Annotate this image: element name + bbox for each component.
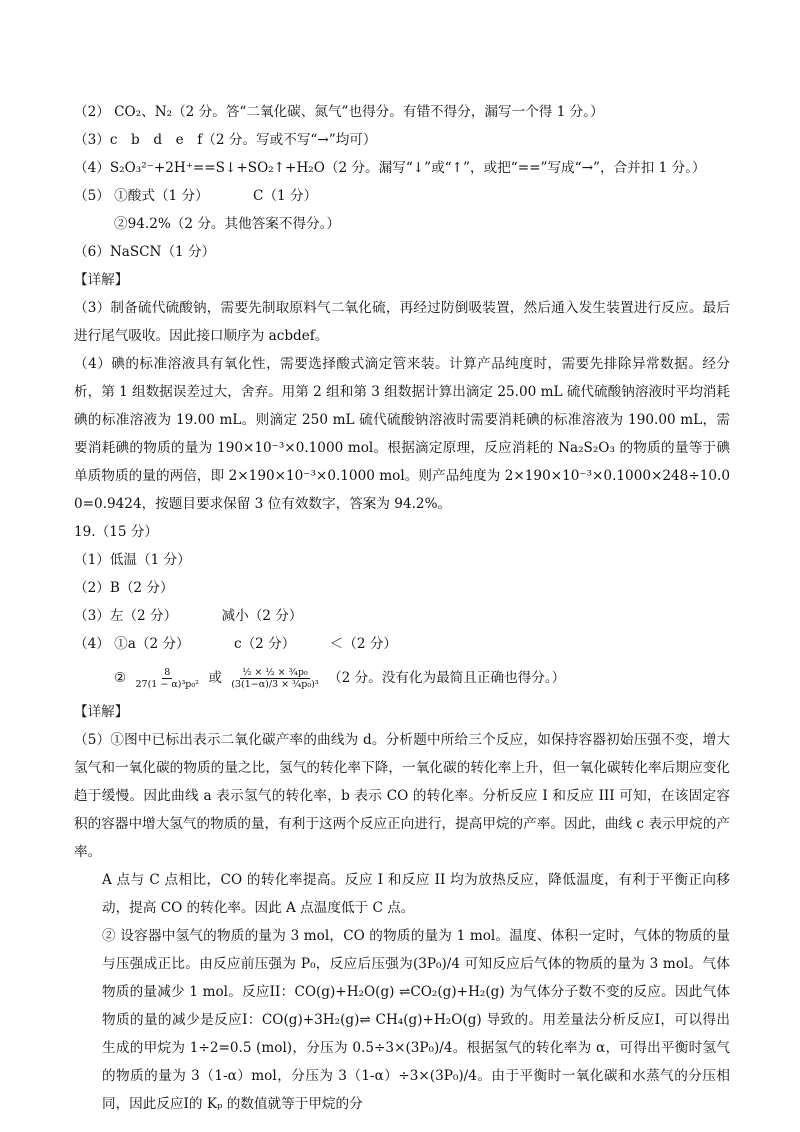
q19-answer-4-1b: c（2 分） <box>233 636 296 652</box>
q18-answer-5-2: ②94.2%（2 分。其他答案不得分。） <box>114 216 341 232</box>
q19-detail-5-2: ② 设容器中氢气的物质的量为 3 mol，CO 的物质的量为 1 mol。温度、体积一定时，气体的物质的量与压强成正比。由反应前压强为 P₀，反应后压强为(3P₀)/4 可知反应后气体的物质的量为 3 mol。气体物质的量减少 1 mol。反应II：CO(g)+H₂O(g) ⇌CO₂(g)+H₂(g) 为气体分子数不变的反应。因此气体物质的量的减少是反应I：CO(g)+3H₂(g)⇌ CH₄(g)+H₂O(g) 导致的。用差量法分析反应I，可以得出生成的甲烷为 1÷2=0.5 (mol)，分压为 0.5÷3×(3P₀)/4。根据氢气的转化率为 α，可得出平衡时氢气的物质的量为 3（1-α）mol，分压为 3（1-α）÷3×(3P₀)/4。由于平衡时一氧化碳和水蒸气的分压相同，因此反应I的 Kₚ 的数值就等于甲烷的分 <box>102 928 730 1112</box>
q18-answer-3: （3）c b d e f（2 分。写或不写“→”均可） <box>74 132 377 148</box>
detail-heading-2: 【详解】 <box>74 704 129 720</box>
q19-answer-1: （1）低温（1 分） <box>74 552 191 568</box>
detail-heading-1: 【详解】 <box>74 272 129 288</box>
q18-answer-4: （4）S₂O₃²⁻+2H⁺==S↓+SO₂↑+H₂O（2 分。漏写“↓”或“↑”，或把“==”写成“→”，合并扣 1 分。） <box>74 160 706 176</box>
q19-detail-5-1: （5）①图中已标出表示二氧化碳产率的曲线为 d。分析题中所给三个反应，如保持容器初始压强不变，增大氢气和一氧化碳的物质的量之比，氢气的转化率下降，一氧化碳的转化率上升，但一氧化碳转化率后期应变化趋于缓慢。因此曲线 a 表示氢气的转化率，b 表示 CO 的转化率。分析反应 I 和反应 III 可知，在该固定容积的容器中增大氢气的物质的量，有利于这两个反应正向进行，提高甲烷的产率。因此，曲线 c 表示甲烷的产率。 <box>74 732 730 860</box>
answer-page <box>74 98 730 1118</box>
q19-answer-4-1a: ①a（2 分） <box>114 636 190 652</box>
q19-answer-4-label: （4） <box>74 636 110 652</box>
q19-detail-a-vs-c: A 点与 C 点相比，CO 的转化率提高。反应 I 和反应 II 均为放热反应，降低温度，有利于平衡正向移动，提高 CO 的转化率。因此 A 点温度低于 C 点。 <box>102 872 730 916</box>
q18-answer-5-1a: ①酸式（1 分） <box>114 188 209 204</box>
q19-title: 19.（15 分） <box>74 524 159 540</box>
kp-fraction-expanded-denominator: (3(1−α)/3 × ¾p₀)³ <box>231 679 319 690</box>
q19-answer-4-1c: ＜（2 分） <box>329 636 398 652</box>
q18-answer-6: （6）NaSCN（1 分） <box>74 244 216 260</box>
q19-answer-4-2-mark: ② <box>114 670 127 686</box>
q18-answer-5-1b: C（1 分） <box>253 188 318 204</box>
q19-answer-3a: （3）左（2 分） <box>74 608 178 624</box>
kp-fraction-expanded <box>229 667 320 690</box>
kp-fraction-expanded-numerator: ½ × ½ × ¾p₀ <box>242 667 308 678</box>
q18-detail-4: （4）碘的标准溶液具有氧化性，需要选择酸式滴定管来装。计算产品纯度时，需要先排除异常数据。经分析，第 1 组数据误差过大，舍弃。用第 2 组和第 3 组数据计算出滴定 25.00 mL 硫代硫酸钠溶液时平均消耗碘的标准溶液为 19.00 mL。则滴定 250 mL 硫代硫酸钠溶液时需要消耗碘的标准溶液为 190.00 mL，需要消耗碘的物质的量为 190×10⁻³×0.1000 mol。根据滴定原理，反应消耗的 Na₂S₂O₃ 的物质的量等于碘单质物质的量的两倍，即 2×190×10⁻³×0.1000 mol。则产品纯度为 2×190×10⁻³×0.1000×248÷10.00=0.9424，按题目要求保留 3 位有效数字，答案为 94.2%。 <box>74 356 730 512</box>
q19-answer-4-2 <box>74 658 730 698</box>
or-text: 或 <box>208 670 222 686</box>
q19-answer-2: （2）B（2 分） <box>74 580 174 596</box>
kp-fraction-simplified-denominator: 27(1 − α)³p₀² <box>135 679 199 690</box>
kp-fraction-simplified-numerator: 8 <box>164 667 171 678</box>
q19-answer-4-2-note: （2 分。没有化为最简且正确也得分。） <box>328 670 566 686</box>
q18-detail-3: （3）制备硫代硫酸钠，需要先制取原料气二氧化硫，再经过防倒吸装置，然后通入发生装置进行反应。最后进行尾气吸收。因此接口顺序为 acbdef。 <box>74 300 730 344</box>
q19-answer-3b: 减小（2 分） <box>221 608 303 624</box>
kp-fraction-simplified <box>134 667 201 690</box>
q19-answer-4 <box>74 630 730 658</box>
q18-answer-5-label: （5） <box>74 188 110 204</box>
q19-answer-3 <box>74 602 730 630</box>
q18-answer-2: （2） CO₂、N₂（2 分。答“二氧化碳、氮气”也得分。有错不得分，漏写一个得 1 分。） <box>74 104 604 120</box>
q18-answer-5 <box>74 182 730 210</box>
